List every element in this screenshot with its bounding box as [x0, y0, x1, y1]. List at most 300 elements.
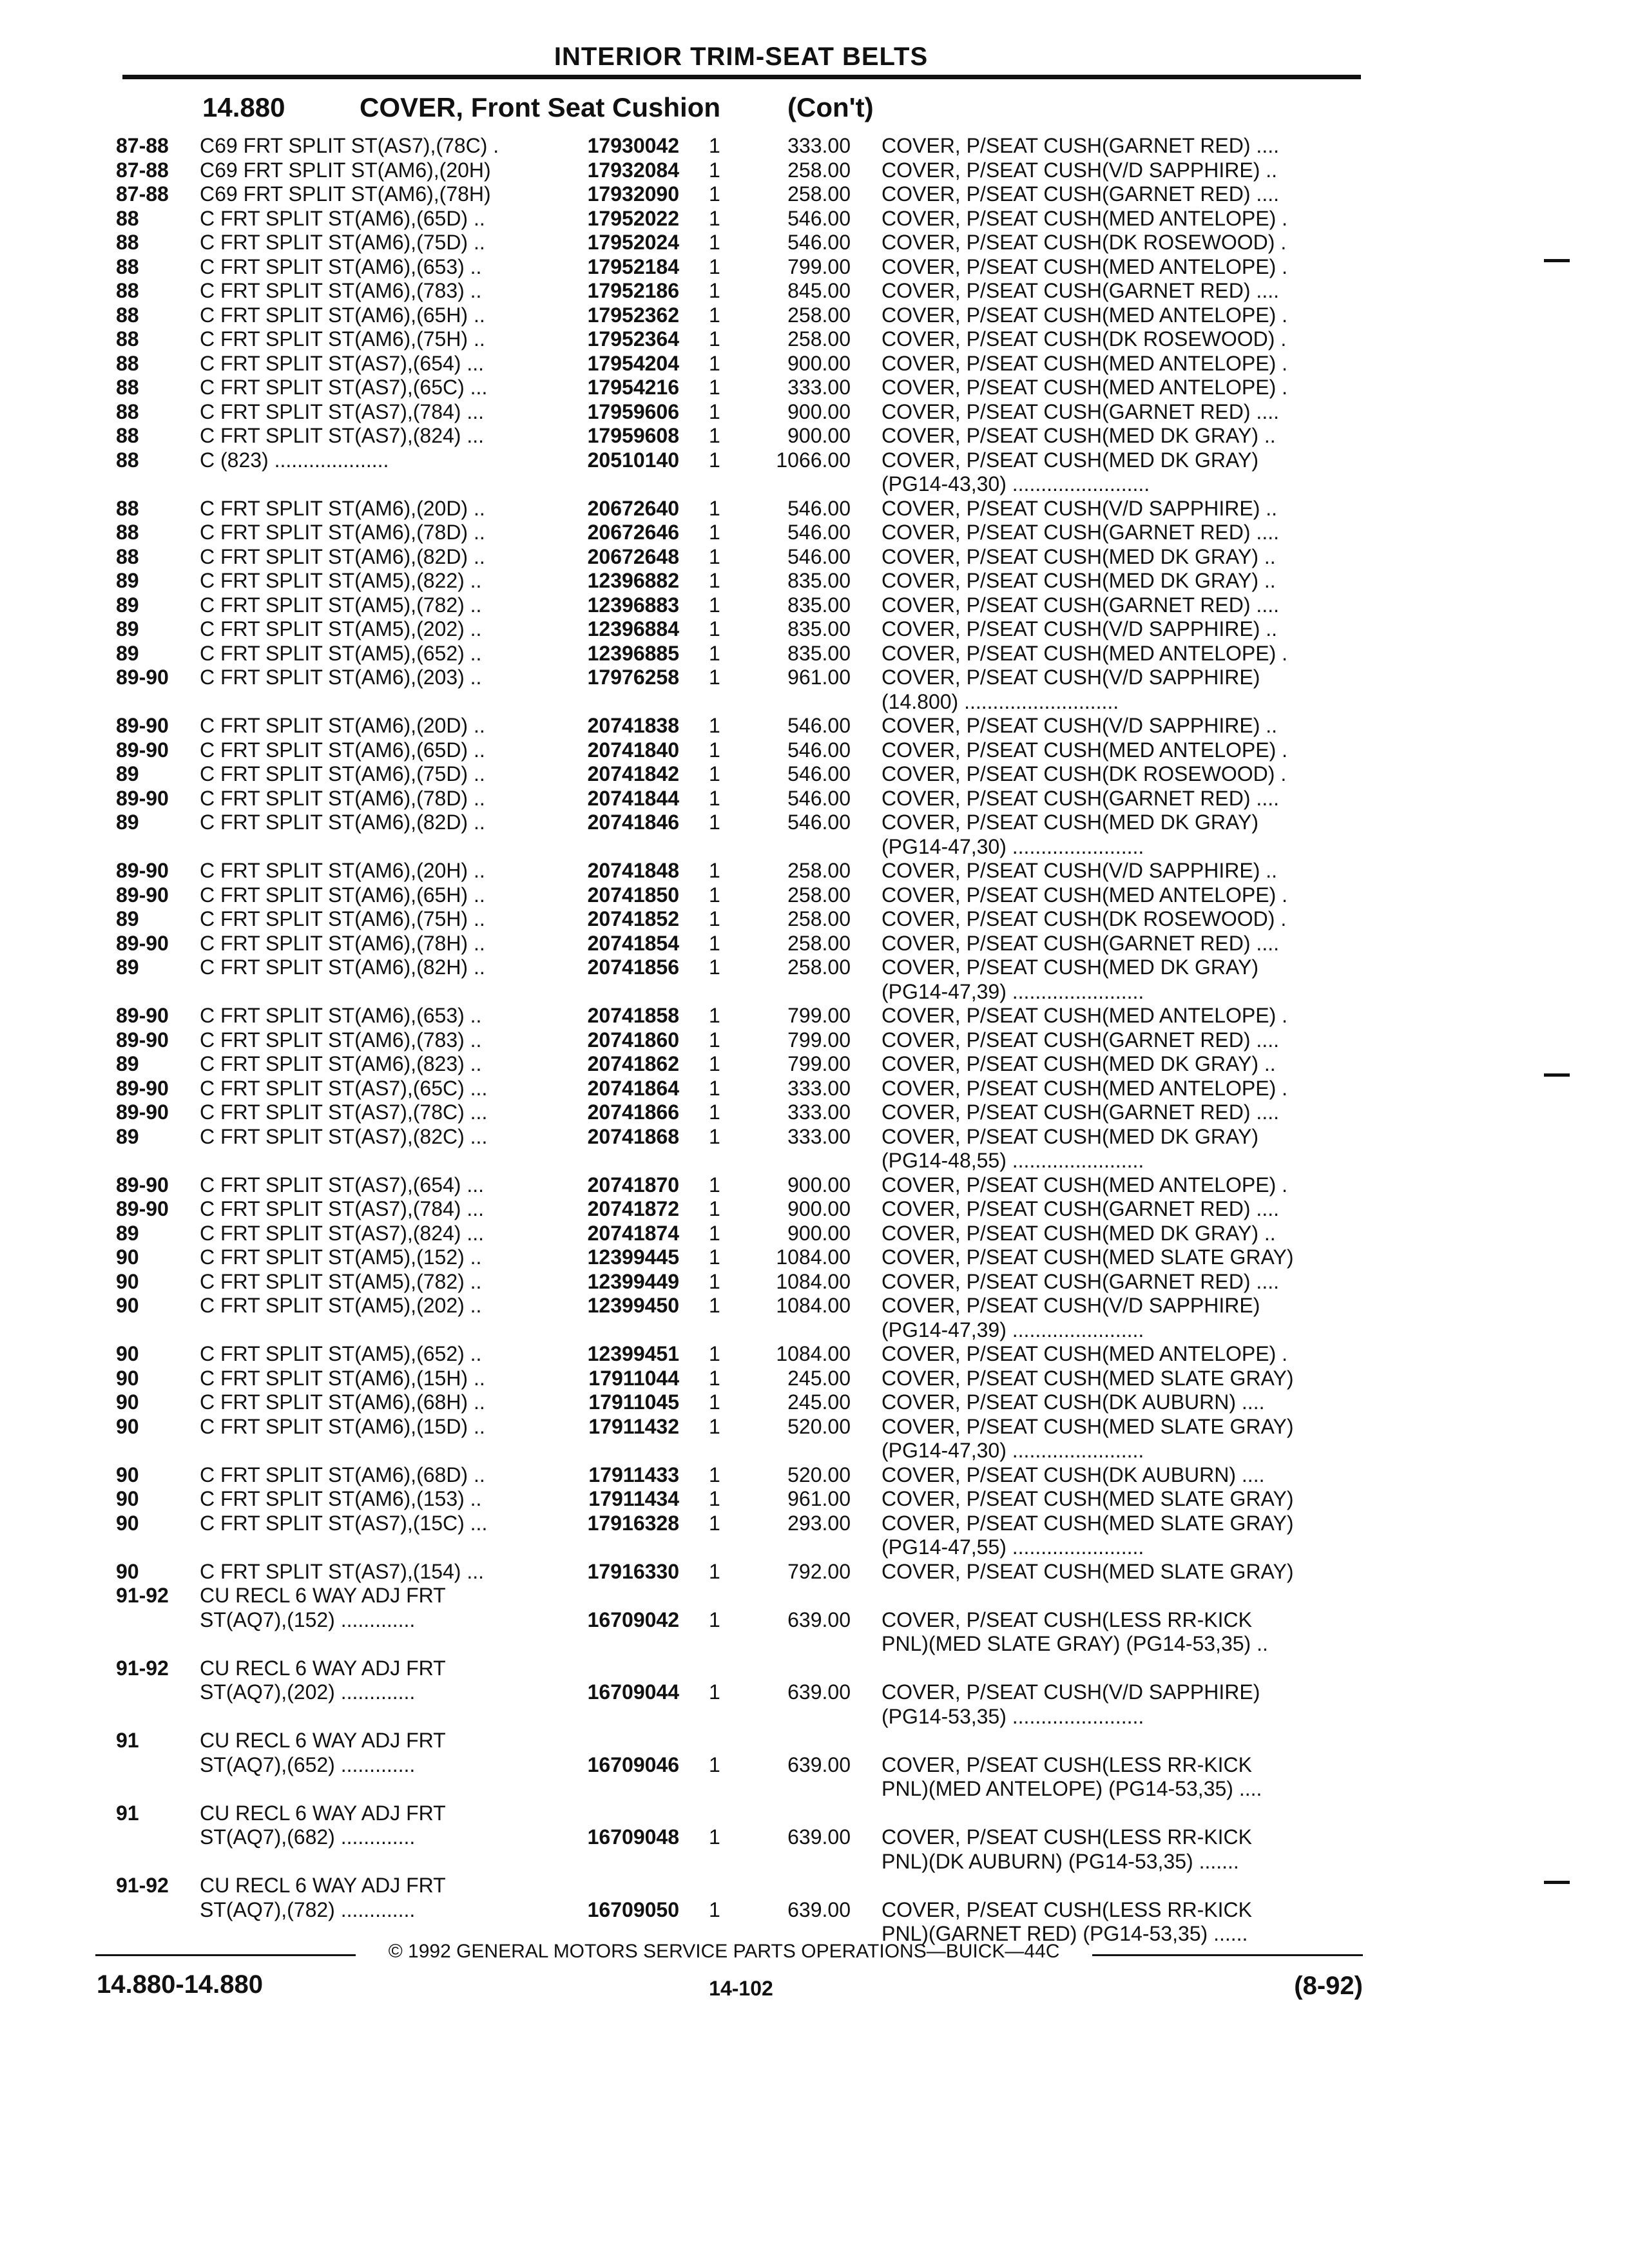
part-name: COVER, P/SEAT CUSH(MED ANTELOPE) . — [882, 1173, 1288, 1196]
price: 835.00 — [787, 593, 851, 617]
table-row — [0, 1825, 1629, 1850]
part-name: COVER, P/SEAT CUSH(GARNET RED) .... — [882, 182, 1279, 206]
model-year: 89 — [116, 569, 139, 592]
part-number: 16709048 — [587, 1825, 679, 1849]
table-row — [0, 1318, 1629, 1343]
price: 520.00 — [787, 1414, 851, 1438]
quantity: 1 — [709, 883, 720, 907]
part-number: 20741852 — [587, 907, 679, 930]
part-number: 20672646 — [587, 521, 679, 544]
table-row — [0, 472, 1629, 497]
part-number: 20510140 — [587, 448, 679, 472]
part-description: C FRT SPLIT ST(AM5),(202) .. — [200, 1294, 482, 1317]
part-name: COVER, P/SEAT CUSH(MED ANTELOPE) . — [882, 1004, 1288, 1027]
model-year: 89 — [116, 762, 139, 785]
part-number: 20741862 — [587, 1052, 679, 1075]
table-row — [0, 642, 1629, 666]
table-row — [0, 956, 1629, 980]
part-name: (PG14-48,55) ....................... — [882, 1149, 1144, 1172]
part-number: 20741854 — [587, 931, 679, 955]
model-year: 89-90 — [116, 883, 169, 907]
quantity: 1 — [709, 206, 720, 230]
part-number: 17959606 — [587, 399, 679, 423]
part-description: C FRT SPLIT ST(AM5),(782) .. — [200, 593, 482, 617]
part-name: COVER, P/SEAT CUSH(MED SLATE GRAY) — [882, 1559, 1294, 1583]
quantity: 1 — [709, 1414, 720, 1438]
table-row — [0, 1874, 1629, 1898]
part-description: C FRT SPLIT ST(AM6),(75H) .. — [200, 907, 485, 930]
part-description: C FRT SPLIT ST(AM6),(68H) .. — [200, 1390, 485, 1414]
part-name: COVER, P/SEAT CUSH(GARNET RED) .... — [882, 1197, 1279, 1220]
model-year: 89-90 — [116, 666, 169, 689]
table-row — [0, 1560, 1629, 1584]
part-name: COVER, P/SEAT CUSH(MED SLATE GRAY) — [882, 1511, 1294, 1535]
part-description: C FRT SPLIT ST(AM6),(823) .. — [200, 1052, 482, 1075]
margin-mark — [1544, 1073, 1570, 1077]
table-row — [0, 497, 1629, 521]
price: 639.00 — [787, 1753, 851, 1776]
table-row — [0, 762, 1629, 787]
table-row — [0, 1535, 1629, 1560]
quantity: 1 — [709, 1463, 720, 1486]
part-description: C (823) .................... — [200, 448, 389, 472]
part-description: C FRT SPLIT ST(AM6),(783) .. — [200, 279, 482, 302]
title-rule — [122, 75, 1361, 79]
model-year: 89-90 — [116, 786, 169, 810]
part-name: COVER, P/SEAT CUSH(GARNET RED) .... — [882, 279, 1279, 302]
model-year: 89 — [116, 1052, 139, 1075]
price: 799.00 — [787, 1052, 851, 1075]
part-description: C FRT SPLIT ST(AM5),(652) .. — [200, 641, 482, 665]
table-row — [0, 1898, 1629, 1923]
part-number: 17952364 — [587, 327, 679, 351]
part-number: 16709044 — [587, 1680, 679, 1704]
part-name: COVER, P/SEAT CUSH(V/D SAPPHIRE) — [882, 666, 1260, 689]
table-row — [0, 352, 1629, 376]
quantity: 1 — [709, 1076, 720, 1100]
table-row — [0, 787, 1629, 811]
part-description: C FRT SPLIT ST(AM6),(82H) .. — [200, 956, 485, 979]
part-name: (PG14-53,35) ....................... — [882, 1704, 1144, 1728]
price: 520.00 — [787, 1463, 851, 1486]
quantity: 1 — [709, 1487, 720, 1510]
quantity: 1 — [709, 1269, 720, 1293]
part-number: 20741848 — [587, 859, 679, 882]
quantity: 1 — [709, 376, 720, 399]
table-row — [0, 376, 1629, 400]
quantity: 1 — [709, 738, 720, 762]
table-row — [0, 1149, 1629, 1173]
part-number: 17911432 — [588, 1414, 679, 1438]
table-row — [0, 1245, 1629, 1270]
table-row — [0, 1512, 1629, 1536]
table-row — [0, 1077, 1629, 1101]
part-name: COVER, P/SEAT CUSH(MED ANTELOPE) . — [882, 883, 1288, 907]
table-row — [0, 1052, 1629, 1077]
price: 546.00 — [787, 231, 851, 254]
quantity: 1 — [709, 641, 720, 665]
part-name: (PG14-47,39) ....................... — [882, 979, 1144, 1003]
part-name: COVER, P/SEAT CUSH(V/D SAPPHIRE) .. — [882, 617, 1278, 640]
part-number: 20741838 — [587, 714, 679, 737]
part-name: COVER, P/SEAT CUSH(GARNET RED) .... — [882, 1100, 1279, 1124]
quantity: 1 — [709, 327, 720, 351]
part-name: COVER, P/SEAT CUSH(LESS RR-KICK — [882, 1898, 1252, 1921]
part-description: C FRT SPLIT ST(AM6),(653) .. — [200, 255, 482, 278]
part-number: 12396882 — [587, 569, 679, 592]
quantity: 1 — [709, 255, 720, 278]
model-year: 89-90 — [116, 1100, 169, 1124]
part-description: ST(AQ7),(782) ............. — [200, 1898, 416, 1921]
table-row — [0, 1608, 1629, 1633]
part-name: COVER, P/SEAT CUSH(MED ANTELOPE) . — [882, 738, 1288, 762]
part-name: COVER, P/SEAT CUSH(MED ANTELOPE) . — [882, 206, 1288, 230]
table-row — [0, 1657, 1629, 1681]
price: 639.00 — [787, 1680, 851, 1704]
part-description: C FRT SPLIT ST(AS7),(82C) ... — [200, 1124, 488, 1148]
price: 546.00 — [787, 496, 851, 520]
part-name: COVER, P/SEAT CUSH(LESS RR-KICK — [882, 1608, 1252, 1631]
part-name: (PG14-47,30) ....................... — [882, 1439, 1144, 1462]
price: 258.00 — [787, 182, 851, 206]
part-description: C FRT SPLIT ST(AM6),(15H) .. — [200, 1366, 485, 1390]
quantity: 1 — [709, 1245, 720, 1269]
model-year: 88 — [116, 351, 139, 375]
table-row — [0, 738, 1629, 763]
part-name: COVER, P/SEAT CUSH(V/D SAPPHIRE) .. — [882, 859, 1278, 882]
part-description: C FRT SPLIT ST(AM6),(78H) .. — [200, 931, 485, 955]
part-name: COVER, P/SEAT CUSH(MED DK GRAY) — [882, 811, 1258, 834]
table-row — [0, 569, 1629, 593]
table-row — [0, 134, 1629, 159]
part-description: C FRT SPLIT ST(AS7),(654) ... — [200, 351, 485, 375]
model-year: 90 — [116, 1414, 139, 1438]
part-number: 20741856 — [587, 956, 679, 979]
table-row — [0, 1222, 1629, 1246]
part-number: 12396885 — [587, 641, 679, 665]
table-row — [0, 714, 1629, 738]
model-year: 88 — [116, 424, 139, 447]
part-number: 17954204 — [587, 351, 679, 375]
table-row — [0, 593, 1629, 618]
table-row — [0, 303, 1629, 328]
table-row — [0, 1850, 1629, 1874]
part-description: C FRT SPLIT ST(AM6),(153) .. — [200, 1487, 482, 1510]
model-year: 89-90 — [116, 1004, 169, 1027]
quantity: 1 — [709, 1173, 720, 1196]
table-row — [0, 255, 1629, 280]
margin-mark — [1544, 1881, 1570, 1884]
part-description: C FRT SPLIT ST(AM6),(82D) .. — [200, 544, 485, 568]
part-number: 17952022 — [587, 206, 679, 230]
table-row — [0, 1729, 1629, 1753]
quantity: 1 — [709, 399, 720, 423]
part-number: 20741840 — [587, 738, 679, 762]
part-description: C69 FRT SPLIT ST(AM6),(20H) — [200, 158, 491, 182]
table-row — [0, 1173, 1629, 1198]
price: 799.00 — [787, 1028, 851, 1052]
model-year: 89 — [116, 1221, 139, 1245]
part-number: 20741868 — [587, 1124, 679, 1148]
quantity: 1 — [709, 1294, 720, 1317]
price: 835.00 — [787, 617, 851, 640]
quantity: 1 — [709, 1559, 720, 1583]
part-number: 20672640 — [587, 496, 679, 520]
price: 961.00 — [787, 1487, 851, 1510]
part-description: C FRT SPLIT ST(AS7),(654) ... — [200, 1173, 485, 1196]
part-name: COVER, P/SEAT CUSH(DK ROSEWOOD) . — [882, 762, 1287, 785]
part-name: COVER, P/SEAT CUSH(MED ANTELOPE) . — [882, 1342, 1288, 1365]
model-year: 89-90 — [116, 1076, 169, 1100]
price: 333.00 — [787, 376, 851, 399]
model-year: 91-92 — [116, 1874, 169, 1897]
price: 1084.00 — [776, 1269, 851, 1293]
quantity: 1 — [709, 1197, 720, 1220]
part-number: 17954216 — [587, 376, 679, 399]
price: 900.00 — [787, 1173, 851, 1196]
table-row — [0, 835, 1629, 860]
part-name: COVER, P/SEAT CUSH(V/D SAPPHIRE) .. — [882, 496, 1278, 520]
part-description: C FRT SPLIT ST(AM6),(65D) .. — [200, 206, 485, 230]
price: 258.00 — [787, 859, 851, 882]
quantity: 1 — [709, 666, 720, 689]
part-description: C FRT SPLIT ST(AM6),(203) .. — [200, 666, 482, 689]
part-number: 16709050 — [587, 1898, 679, 1921]
model-year: 90 — [116, 1463, 139, 1486]
quantity: 1 — [709, 1221, 720, 1245]
part-number: 20741846 — [587, 811, 679, 834]
model-year: 88 — [116, 399, 139, 423]
part-name: COVER, P/SEAT CUSH(MED SLATE GRAY) — [882, 1414, 1294, 1438]
part-description: C FRT SPLIT ST(AM5),(652) .. — [200, 1342, 482, 1365]
table-row — [0, 448, 1629, 473]
part-description: CU RECL 6 WAY ADJ FRT — [200, 1729, 446, 1752]
price: 546.00 — [787, 521, 851, 544]
model-year: 90 — [116, 1294, 139, 1317]
part-number: 20741858 — [587, 1004, 679, 1027]
quantity: 1 — [709, 907, 720, 930]
table-row — [0, 690, 1629, 715]
price: 258.00 — [787, 303, 851, 327]
table-row — [0, 1342, 1629, 1367]
table-row — [0, 159, 1629, 183]
part-description: C FRT SPLIT ST(AS7),(78C) ... — [200, 1100, 488, 1124]
quantity: 1 — [709, 1753, 720, 1776]
part-description: C FRT SPLIT ST(AM6),(68D) .. — [200, 1463, 485, 1486]
price: 546.00 — [787, 811, 851, 834]
quantity: 1 — [709, 158, 720, 182]
part-description: C FRT SPLIT ST(AS7),(65C) ... — [200, 376, 488, 399]
quantity: 1 — [709, 931, 720, 955]
table-row — [0, 1415, 1629, 1439]
table-row — [0, 1004, 1629, 1028]
model-year: 88 — [116, 279, 139, 302]
part-description: C FRT SPLIT ST(AS7),(824) ... — [200, 1221, 485, 1245]
part-number: 20741872 — [587, 1197, 679, 1220]
model-year: 88 — [116, 448, 139, 472]
table-row — [0, 1294, 1629, 1318]
price: 900.00 — [787, 351, 851, 375]
table-row — [0, 1777, 1629, 1802]
price: 546.00 — [787, 786, 851, 810]
table-row — [0, 1753, 1629, 1778]
model-year: 91-92 — [116, 1656, 169, 1680]
model-year: 89-90 — [116, 738, 169, 762]
model-year: 91-92 — [116, 1584, 169, 1607]
part-description: C FRT SPLIT ST(AM6),(75H) .. — [200, 327, 485, 351]
part-name: COVER, P/SEAT CUSH(MED DK GRAY) .. — [882, 424, 1276, 447]
part-name: COVER, P/SEAT CUSH(LESS RR-KICK — [882, 1753, 1252, 1776]
table-row — [0, 1367, 1629, 1391]
part-name: COVER, P/SEAT CUSH(MED ANTELOPE) . — [882, 303, 1288, 327]
part-description: C FRT SPLIT ST(AS7),(65C) ... — [200, 1076, 488, 1100]
model-year: 89 — [116, 811, 139, 834]
part-description: C FRT SPLIT ST(AM6),(783) .. — [200, 1028, 482, 1052]
model-year: 89 — [116, 1124, 139, 1148]
price: 845.00 — [787, 279, 851, 302]
part-description: C FRT SPLIT ST(AS7),(154) ... — [200, 1559, 485, 1583]
price: 546.00 — [787, 738, 851, 762]
table-row — [0, 1584, 1629, 1608]
margin-mark — [1544, 259, 1570, 262]
part-name: COVER, P/SEAT CUSH(DK ROSEWOOD) . — [882, 231, 1287, 254]
part-name: COVER, P/SEAT CUSH(MED SLATE GRAY) — [882, 1245, 1294, 1269]
part-description: C FRT SPLIT ST(AM6),(65H) .. — [200, 883, 485, 907]
part-number: 17952186 — [587, 279, 679, 302]
part-name: COVER, P/SEAT CUSH(GARNET RED) .... — [882, 1028, 1279, 1052]
model-year: 90 — [116, 1245, 139, 1269]
price: 639.00 — [787, 1898, 851, 1921]
table-row — [0, 1705, 1629, 1729]
part-name: COVER, P/SEAT CUSH(GARNET RED) .... — [882, 786, 1279, 810]
part-description: CU RECL 6 WAY ADJ FRT — [200, 1874, 446, 1897]
table-row — [0, 1100, 1629, 1125]
quantity: 1 — [709, 351, 720, 375]
part-number: 17911433 — [588, 1463, 679, 1486]
footer-date: (8-92) — [1294, 1972, 1363, 2000]
quantity: 1 — [709, 569, 720, 592]
page-title: INTERIOR TRIM-SEAT BELTS — [554, 43, 929, 71]
table-row — [0, 980, 1629, 1004]
quantity: 1 — [709, 1342, 720, 1365]
model-year: 89-90 — [116, 1173, 169, 1196]
quantity: 1 — [709, 1100, 720, 1124]
table-row — [0, 617, 1629, 642]
price: 1066.00 — [776, 448, 851, 472]
part-name: COVER, P/SEAT CUSH(GARNET RED) .... — [882, 931, 1279, 955]
table-row — [0, 1270, 1629, 1294]
price: 792.00 — [787, 1559, 851, 1583]
part-number: 20741860 — [587, 1028, 679, 1052]
table-row — [0, 1125, 1629, 1149]
part-name: COVER, P/SEAT CUSH(MED ANTELOPE) . — [882, 255, 1288, 278]
part-name: COVER, P/SEAT CUSH(LESS RR-KICK — [882, 1825, 1252, 1849]
price: 900.00 — [787, 1221, 851, 1245]
model-year: 87-88 — [116, 158, 169, 182]
model-year: 89 — [116, 617, 139, 640]
model-year: 88 — [116, 496, 139, 520]
parts-table — [0, 134, 1629, 1946]
part-description: C FRT SPLIT ST(AM6),(75D) .. — [200, 231, 485, 254]
part-name: COVER, P/SEAT CUSH(V/D SAPPHIRE) — [882, 1680, 1260, 1704]
part-description: CU RECL 6 WAY ADJ FRT — [200, 1801, 446, 1825]
price: 799.00 — [787, 255, 851, 278]
part-number: 17952024 — [587, 231, 679, 254]
part-name: COVER, P/SEAT CUSH(MED DK GRAY) .. — [882, 1052, 1276, 1075]
part-number: 17930042 — [587, 134, 679, 157]
quantity: 1 — [709, 448, 720, 472]
quantity: 1 — [709, 1608, 720, 1631]
part-name: COVER, P/SEAT CUSH(GARNET RED) .... — [882, 521, 1279, 544]
part-number: 20741864 — [587, 1076, 679, 1100]
price: 900.00 — [787, 399, 851, 423]
part-description: C FRT SPLIT ST(AM6),(653) .. — [200, 1004, 482, 1027]
quantity: 1 — [709, 1898, 720, 1921]
part-name: COVER, P/SEAT CUSH(GARNET RED) .... — [882, 1269, 1279, 1293]
price: 1084.00 — [776, 1245, 851, 1269]
price: 961.00 — [787, 666, 851, 689]
part-description: CU RECL 6 WAY ADJ FRT — [200, 1584, 446, 1607]
part-number: 17932090 — [587, 182, 679, 206]
model-year: 89-90 — [116, 1028, 169, 1052]
footer-rule-right — [1092, 1954, 1363, 1956]
quantity: 1 — [709, 1004, 720, 1027]
model-year: 89 — [116, 593, 139, 617]
model-year: 89-90 — [116, 1197, 169, 1220]
table-row — [0, 859, 1629, 883]
section-number: 14.880 — [202, 92, 285, 122]
price: 900.00 — [787, 1197, 851, 1220]
part-description: C FRT SPLIT ST(AM5),(822) .. — [200, 569, 482, 592]
price: 546.00 — [787, 206, 851, 230]
price: 1084.00 — [776, 1294, 851, 1317]
quantity: 1 — [709, 496, 720, 520]
model-year: 90 — [116, 1390, 139, 1414]
price: 333.00 — [787, 134, 851, 157]
part-description: C69 FRT SPLIT ST(AM6),(78H) — [200, 182, 491, 206]
price: 258.00 — [787, 883, 851, 907]
quantity: 1 — [709, 231, 720, 254]
price: 333.00 — [787, 1076, 851, 1100]
table-row — [0, 231, 1629, 255]
part-description: C FRT SPLIT ST(AS7),(824) ... — [200, 424, 485, 447]
part-number: 12399449 — [587, 1269, 679, 1293]
quantity: 1 — [709, 1028, 720, 1052]
quantity: 1 — [709, 762, 720, 785]
quantity: 1 — [709, 134, 720, 157]
table-row — [0, 907, 1629, 932]
part-number: 20741850 — [587, 883, 679, 907]
price: 835.00 — [787, 641, 851, 665]
continued-label: (Con't) — [787, 92, 874, 122]
table-row — [0, 327, 1629, 352]
table-row — [0, 811, 1629, 835]
part-name: (PG14-47,30) ....................... — [882, 834, 1144, 858]
part-name: COVER, P/SEAT CUSH(MED SLATE GRAY) — [882, 1366, 1294, 1390]
part-name: COVER, P/SEAT CUSH(V/D SAPPHIRE) .. — [882, 714, 1278, 737]
quantity: 1 — [709, 1366, 720, 1390]
part-number: 12396884 — [587, 617, 679, 640]
model-year: 89-90 — [116, 859, 169, 882]
part-number: 17952184 — [587, 255, 679, 278]
table-row — [0, 182, 1629, 207]
part-description: ST(AQ7),(652) ............. — [200, 1753, 416, 1776]
quantity: 1 — [709, 956, 720, 979]
model-year: 90 — [116, 1269, 139, 1293]
part-description: ST(AQ7),(202) ............. — [200, 1680, 416, 1704]
part-name: COVER, P/SEAT CUSH(DK AUBURN) .... — [882, 1390, 1265, 1414]
model-year: 89-90 — [116, 714, 169, 737]
